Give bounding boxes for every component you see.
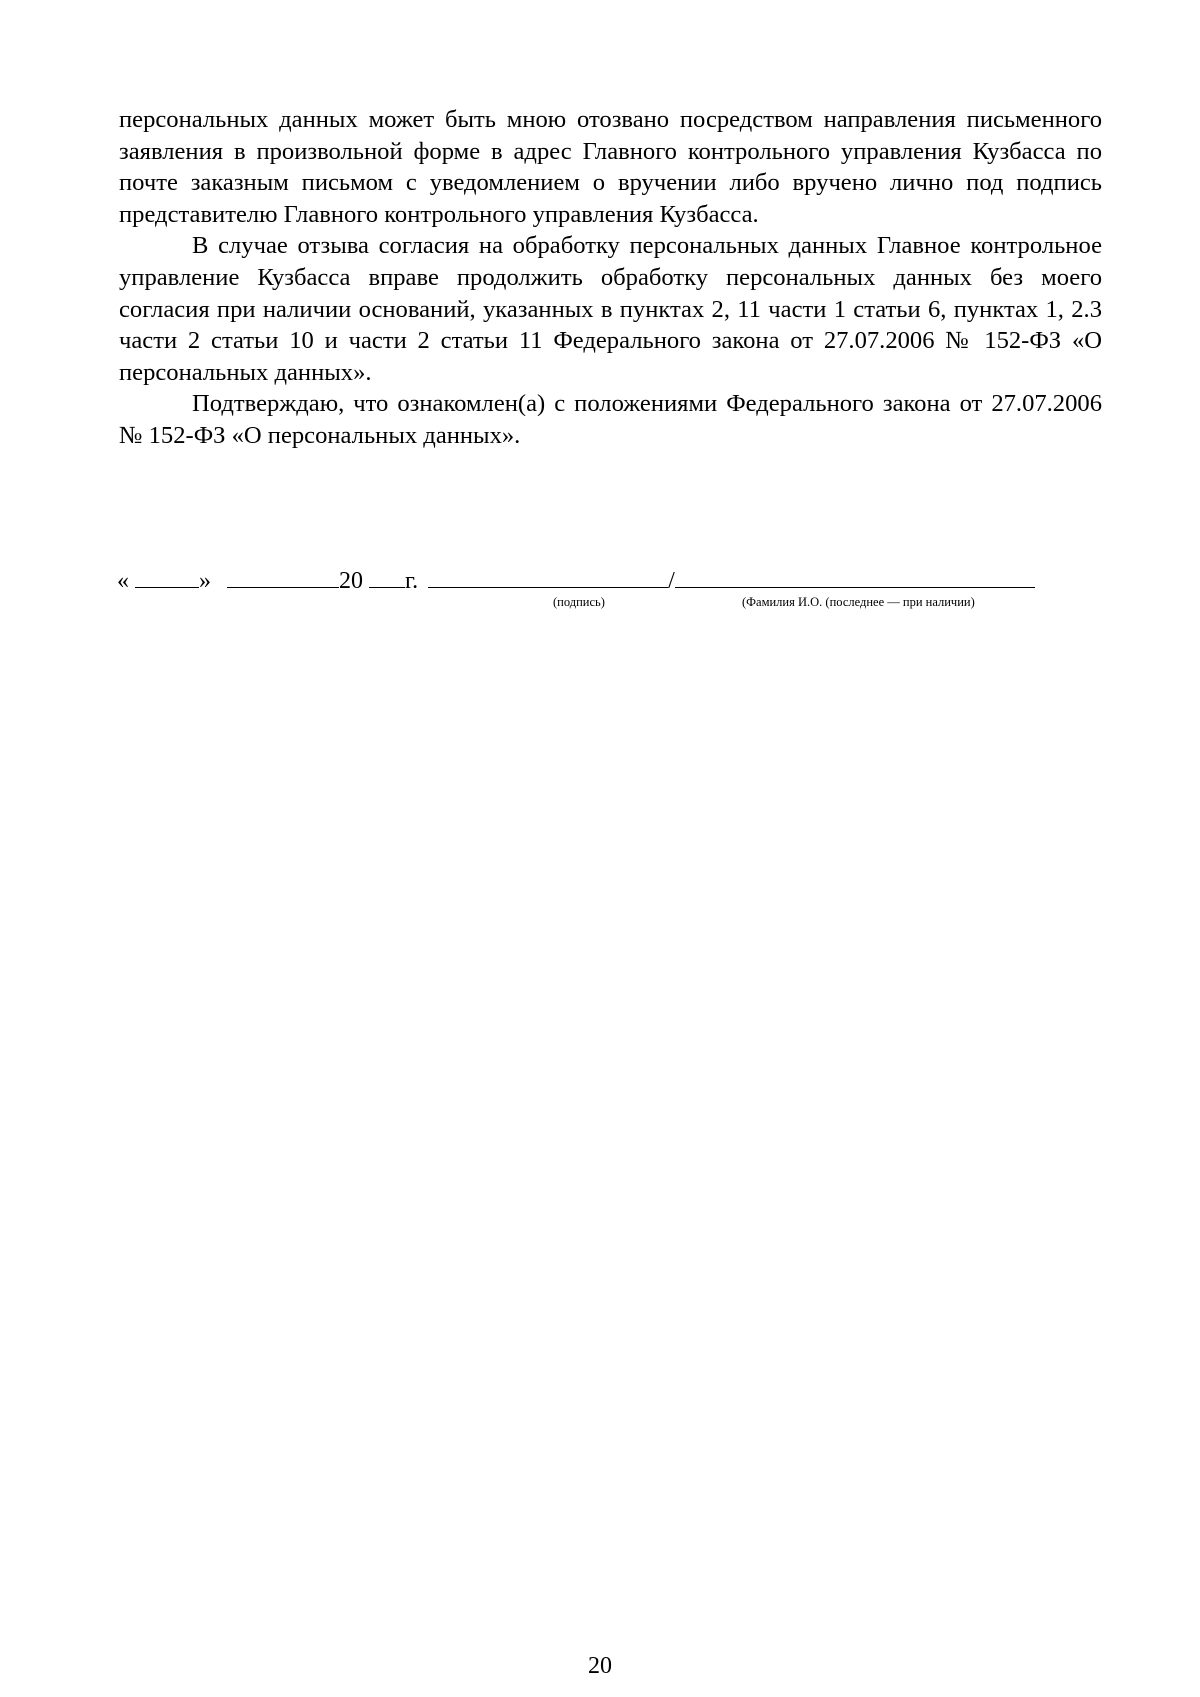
close-quote: » (199, 568, 211, 594)
month-blank[interactable] (227, 565, 339, 588)
full-name-blank[interactable] (675, 565, 1035, 588)
signature-separator: / (668, 568, 675, 594)
paragraph-confirmation: Подтверждаю, что ознакомлен(а) с положениями Федерального закона от 27.07.2006 № 152-ФЗ «О персональных данных». (119, 390, 1102, 449)
page-number: 20 (588, 1653, 612, 1679)
year-blank[interactable] (369, 565, 405, 588)
day-blank[interactable] (135, 565, 199, 588)
year-prefix: 20 (339, 568, 363, 594)
signature-caption: (подпись) (553, 595, 605, 609)
body-text (119, 104, 1102, 452)
paragraph-withdrawal-consequences: В случае отзыва согласия на обработку персональных данных Главное контрольное управление Кузбасса вправе продолжить обработку персональных данных без моего согласия при наличии оснований, указанных в пунктах 2, 11 части 1 статьи 6, пунктах 1, 2.3 части 2 статьи 10 и части 2 статьи 11 Федерального закона от 27.07.2006 № 152-ФЗ «О персональных данных». (119, 232, 1102, 386)
signature-blank[interactable] (428, 565, 668, 588)
open-quote: « (117, 568, 129, 594)
signature-line (117, 565, 1035, 596)
paragraph-consent-withdrawal: персональных данных может быть мною отозвано посредством направления письменного заявления в произвольной форме в адрес Главного контрольного управления Кузбасса по почте заказным письмом с уведомлением о вручении либо вручено лично под подпись представителю Главного контрольного управления Кузбасса. (119, 106, 1102, 228)
year-suffix: г. (405, 568, 419, 594)
full-name-caption: (Фамилия И.О. (последнее — при наличии) (742, 595, 975, 609)
